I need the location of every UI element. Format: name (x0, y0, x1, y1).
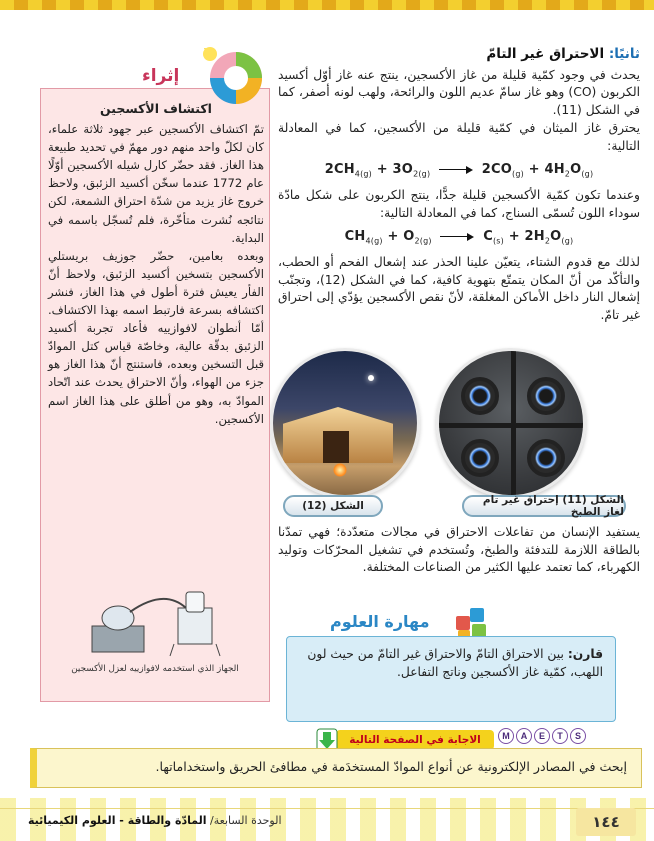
page-number: ١٤٤ (576, 808, 636, 836)
main-column (278, 46, 640, 325)
ithraa-lightbulb-icon (196, 44, 270, 108)
footer-unit-title: الوحدة السابعة/ المادّة والطاقة - العلوم الكيميائية (28, 814, 282, 827)
figure-11-caption: الشكل (11) إحتراق غير تام لغاز الطبخ (462, 495, 626, 517)
reaction-arrow-icon (439, 166, 473, 174)
science-skill-title: مهارة العلوم (330, 612, 430, 631)
figure-12-caption: الشكل (12) (283, 495, 383, 517)
section-title: ثانيًا: الاحتراق غير التامّ (486, 46, 640, 62)
steam-letter: S (570, 728, 586, 744)
steam-letter: E (534, 728, 550, 744)
steam-letter: A (516, 728, 532, 744)
compare-label: قارن: (567, 647, 603, 661)
reaction-arrow-icon (440, 233, 474, 241)
top-border (0, 0, 654, 10)
science-skill-box (286, 636, 616, 722)
equation-1: $2CH_{4(g)} + 3O_{2(g)}$ $2CO_{(g)} + 4H_2O_{(g)}$ (324, 162, 594, 179)
ithraa-title: إثراء (142, 66, 180, 86)
apparatus-caption: الجهاز الذي استخدمه لافوازييه لعزل الأكسجين (71, 664, 239, 674)
equation-2: $CH_{4(g)} + O_{2(g)}$ $C_{(s)} + 2H_2O_{(g)}$ (344, 229, 574, 246)
paragraph-safety: لذلك مع قدوم الشتاء، يتعيّن علينا الحذر عند إشعال الفحم أو الحطب، والتأكّد من أنّ المكان يتمتّع بتهوية كافية، كما في الشكل (12)، وتجنّب إشعال النار داخل الأماكن المغلقة، لأنّ نقص الأكسجين يؤدّي إلى احتراق غير تامّ. (278, 255, 641, 322)
ithraa-paragraph-2: وبعده بعامين، حضّر جوزيف بريستلي الأكسجين بتسخين أكسيد الزئبق، ولاحظ أنّ الفأر يعيش فترة أطول في هذا الغاز، فنشر اكتشافه بسرعة فارتبط اسمه بهذا الاكتشاف. أمّا أنطوان لافوازييه فأعاد تجربة أكسيد الزئبق بدقّة عالية، وخاصّة قياس كتل الموادّ قبل التسخين وبعده، فاستنتج أنّ هذا الغاز هو جزء من الهواء، وأنّ الاحتراق يحدث عند اتّحاد الموادّ به، وهو من أطلق على هذا الغاز اسم الأكسجين. (48, 248, 264, 426)
paragraph-incomplete-combustion: يحدث في وجود كمّية قليلة من غاز الأكسجين، ينتج عنه غاز أوّل أكسيد الكربون (CO) وهو غاز سامّ عديم اللون والرائحة، ولهب لونه أصفر، كما في الشكل (11). (278, 67, 640, 117)
answer-next-page-banner[interactable]: الاجابة في الصفحة التالية (336, 730, 494, 750)
steam-letter: M (498, 728, 514, 744)
paragraph-soot: وعندما تكون كمّية الأكسجين قليلة جدًّا، ينتج الكربون على شكل مادّة سوداء اللون تُسمّى السناج، كما في المعادلة التالية: (278, 188, 640, 220)
footer-divider (0, 808, 654, 809)
steam-badge (496, 714, 590, 746)
ithraa-heading: اكتشاف الأكسجين (100, 101, 212, 116)
desert-tent-photo (270, 348, 420, 498)
research-activity-box: إبحث في المصادر الإلكترونية عن أنواع الموادّ المستخدَمة في مطافئ الحريق واستخداماتها. (30, 748, 642, 788)
lavoisier-apparatus-illustration (74, 578, 244, 658)
paragraph-methane: يحترق غاز الميثان في كمّية قليلة من الأكسجين، كما في المعادلة التالية: (278, 121, 640, 153)
ithraa-paragraph-1: تمّ اكتشاف الأكسجين عبر جهود ثلاثة علماء، كان لكلّ واحد منهم دور مهمّ في تحديد طبيعة هذا الغاز. فقد حضّر كارل شيله الأكسجين أوّلًا عام 1772 عندما سخّن أكسيد الزئبق، ولاحظ خروج غاز يزيد من شدّة احتراق الشمعة، لكن نتائجه نُشرت متأخّرة، فلم تُسجّل باسمه في البداية. (48, 122, 264, 245)
paragraph-uses: يستفيد الإنسان من تفاعلات الاحتراق في مجالات متعدّدة؛ فهي تمدّنا بالطاقة اللازمة للتدفئة والطبخ، وتُستخدم في تشغيل المحرّكات وتوليد الكهرباء، كما تعتمد عليها الكثير من الصناعات المختلفة. (278, 525, 640, 574)
compare-question: بين الاحتراق التامّ والاحتراق غير التامّ من حيث لون اللهب، كمّية غاز الأكسجين وناتج التفاعل. (307, 647, 603, 679)
steam-letter: T (552, 728, 568, 744)
gas-stove-photo (436, 348, 586, 498)
ithraa-content (48, 100, 264, 428)
